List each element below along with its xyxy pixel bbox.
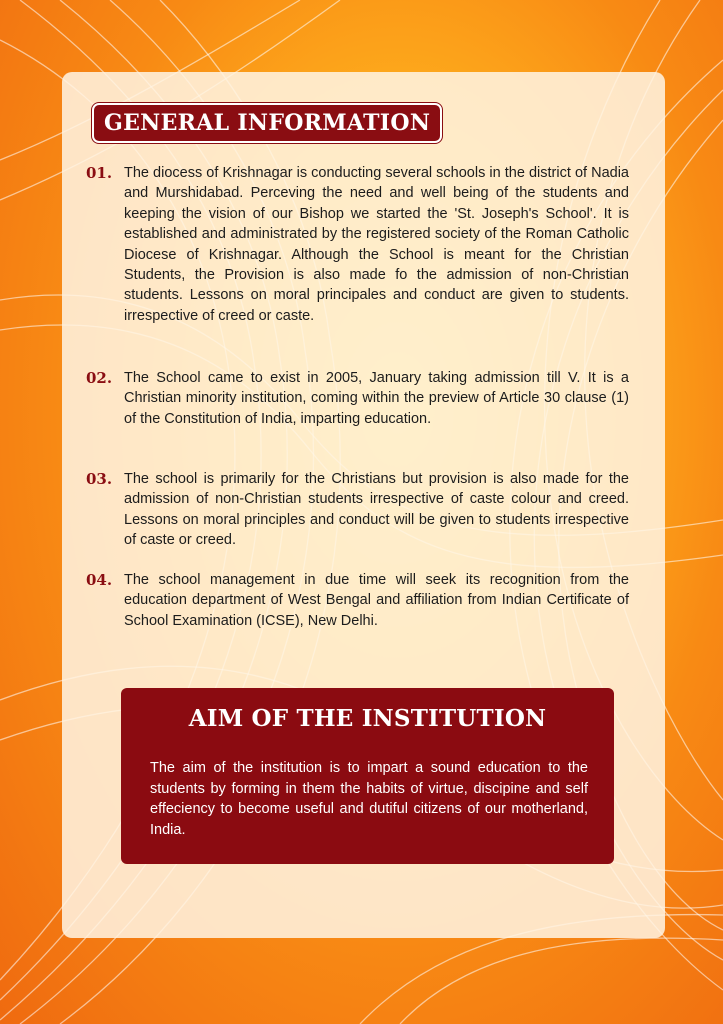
info-item-text: The diocess of Krishnagar is conducting several schools in the district of Nadia and Murshidabad. Perceving the need and well being of the students and keeping the vision of our Bishop we started the 'St. Joseph's School'. It is established and administrated by the registered society of the Roman Catholic Diocese of Krishnagar. Although the School is meant for the Christian Students, the Provision is also made fo the admission of non-Christian students. Lessons on moral principales and conduct are given to students. irrespective of creed or caste. — [124, 165, 629, 324]
aim-title: AIM OF THE INSTITUTION — [188, 705, 547, 732]
aim-text: The aim of the institution is to impart a sound education to the students by forming in them the habits of virtue, discipine and self effeciency to become useful and dutiful citizens of our motherland, India. — [150, 760, 588, 838]
info-item-text: The School came to exist in 2005, January taking admission till V. It is a Christian minority institution, coming within the preview of Article 30 clause (1) of the Constitution of India, imparting education. — [124, 370, 629, 427]
info-item-text: The school is primarily for the Christians but provision is also made for the admission of non-Christian students irrespective of caste colour and creed. Lessons on moral principles and conduct will be given to students irrespective of caste or creed. — [124, 471, 629, 549]
general-information-heading: GENERAL INFORMATION — [92, 103, 442, 143]
info-item-text: The school management in due time will seek its recognition from the education department of West Bengal and affiliation from Indian Certificate of School Examination (ICSE), New Delhi. — [124, 572, 629, 629]
info-item-number: 03. — [86, 470, 113, 488]
aim-of-institution-box — [121, 688, 614, 864]
info-item-number: 01. — [86, 164, 113, 182]
info-item-number: 04. — [86, 571, 113, 589]
info-item-number: 02. — [86, 369, 113, 387]
